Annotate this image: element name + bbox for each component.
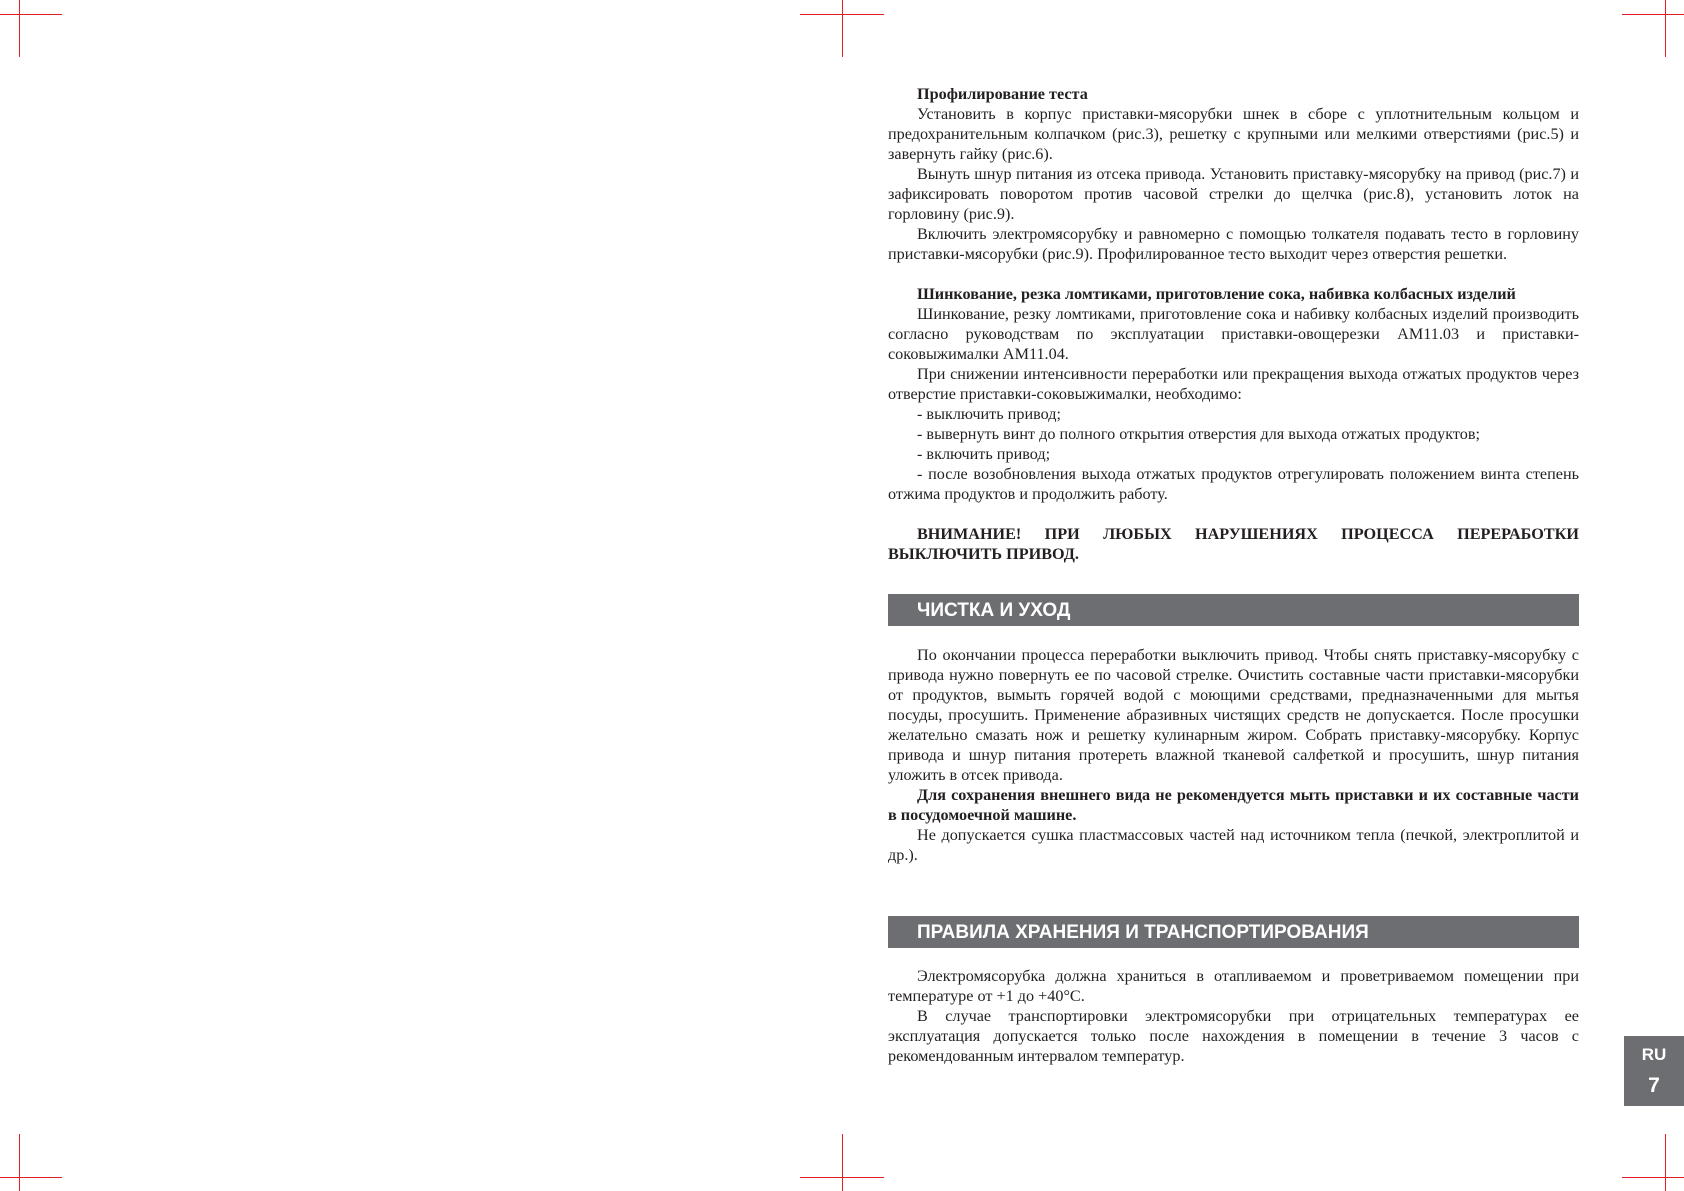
crop-mark-bottom-center-v [842,1134,843,1191]
profiling-heading: Профилирование теста [917,85,1088,103]
crop-mark-bottom-left-h [0,1177,62,1178]
cleaning-paragraph: По окончании процесса переработки выключить привод. Чтобы снять приставку-мясорубку с привода нужно повернуть ее по часовой стрелке. Очистить составные части приставки-мясорубки от продуктов, вымыть горячей водой с моющими средствами, предназначенными для мытья посуды, просушить. Применение абразивных чистящих средств не допускается. После просушки желательно смазать нож и решетку кулинарным жиром. Собрать приставку-мясорубку. Корпус привода и шнур питания протереть влажной тканевой салфеткой и просушить, шнур питания уложить в отсек привода. [888,646,1579,784]
shredding-paragraph: Шинкование, резку ломтиками, приготовление сока и набивку колбасных изделий производить согласно руководствам по эксплуатации приставки-овощерезки АМ11.03 и приставки-соковыжималки АМ11.04. [888,305,1579,363]
section-title-storage: ПРАВИЛА ХРАНЕНИЯ И ТРАНСПОРТИРОВАНИЯ [888,916,1579,948]
section-title-cleaning: ЧИСТКА И УХОД [888,594,1579,626]
crop-mark-top-right-h [1622,14,1684,15]
spacer [888,264,1579,284]
shredding-list-item: - вывернуть винт до полного открытия отверстия для выхода отжатых продуктов; [917,425,1481,443]
storage-section [888,966,1579,1066]
page-number: 7 [1648,1074,1660,1097]
crop-mark-top-left-h [0,14,62,15]
cleaning-section [888,645,1579,865]
shredding-list-item: - включить привод; [917,445,1051,463]
crop-mark-top-center-v [842,0,843,57]
spacer [888,504,1579,524]
profiling-paragraph: Включить электромясорубку и равномерно с помощью толкателя подавать тесто в горловину приставки-мясорубки (рис.9). Профилированное тесто выходит через отверстия решетки. [888,225,1579,263]
shredding-list-item: - после возобновления выхода отжатых продуктов отрегулировать положением винта степень отжима продуктов и продолжить работу. [888,465,1579,503]
page-tab [1624,1036,1684,1106]
language-label: RU [1641,1045,1667,1064]
crop-mark-top-right-v [1665,0,1666,57]
shredding-heading: Шинкование, резка ломтиками, приготовление сока, набивка колбасных изделий [917,285,1516,303]
storage-paragraph: Электромясорубка должна храниться в отапливаемом и проветриваемом помещении при температуре от +1 до +40°С. [888,967,1579,1005]
crop-mark-bottom-right-h [1622,1177,1684,1178]
shredding-paragraph: При снижении интенсивности переработки или прекращения выхода отжатых продуктов через отверстие приставки-соковыжималки, необходимо: [888,365,1579,403]
content-column [888,84,1579,564]
warning-text: ВНИМАНИЕ! ПРИ ЛЮБЫХ НАРУШЕНИЯХ ПРОЦЕССА ПЕРЕРАБОТКИ ВЫКЛЮЧИТЬ ПРИВОД. [888,525,1579,563]
profiling-paragraph: Вынуть шнур питания из отсека привода. Установить приставку-мясорубку на привод (рис.7) и зафиксировать поворотом против часовой стрелки до щелчка (рис.8), установить лоток на горловину (рис.9). [888,165,1579,223]
cleaning-bold-note: Для сохранения внешнего вида не рекомендуется мыть приставки и их составные части в посудомоечной машине. [888,786,1579,824]
cleaning-note: Не допускается сушка пластмассовых частей над источником тепла (печкой, электроплитой и др.). [888,826,1579,864]
crop-mark-top-left-v [19,0,20,57]
shredding-list-item: - выключить привод; [917,405,1061,423]
crop-mark-bottom-right-v [1665,1134,1666,1191]
profiling-paragraph: Установить в корпус приставки-мясорубки шнек в сборе с уплотнительным кольцом и предохранительным колпачком (рис.3), решетку с крупными или мелкими отверстиями (рис.5) и завернуть гайку (рис.6). [888,105,1579,163]
storage-paragraph: В случае транспортировки электромясорубки при отрицательных температурах ее эксплуатация допускается только после нахождения в помещении в течение 3 часов с рекомендованным интервалом температур. [888,1007,1579,1065]
crop-mark-bottom-left-v [19,1134,20,1191]
